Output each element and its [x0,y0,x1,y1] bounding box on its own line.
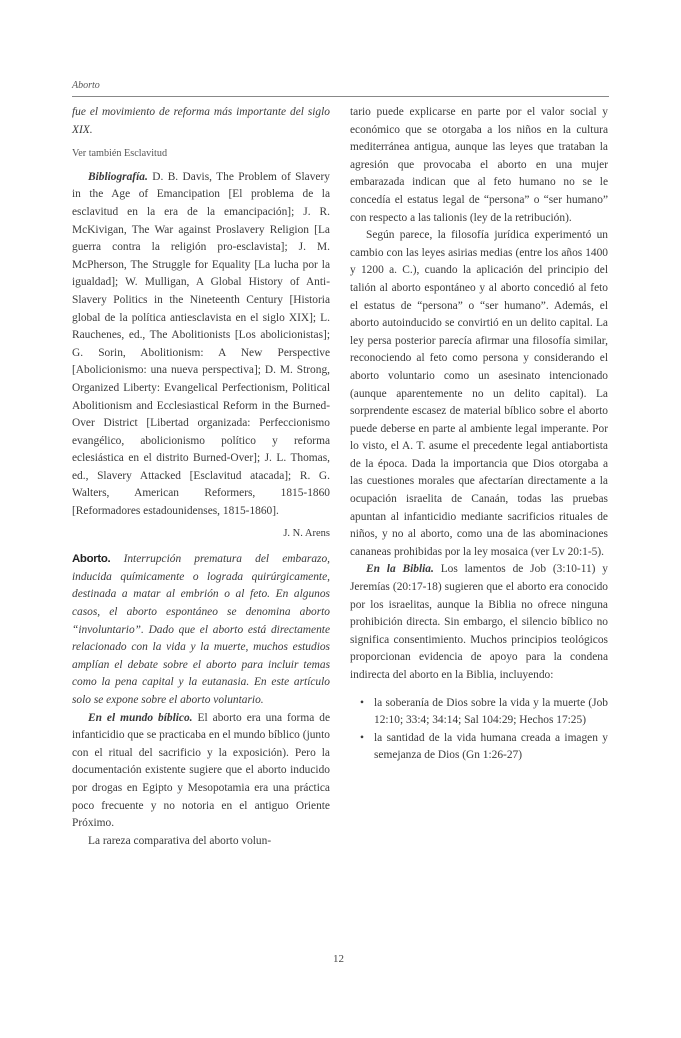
entry-aborto [72,551,330,709]
section-text-in-bible: Los lamentos de Job (3:10-11) y Jeremías (20:17-18) sugieren que el aborto era conocido por los israelitas, aunque la Biblia no ofrece ninguna prohibición directa. Sin embargo, el silencio bíblico no significa consentimiento. Muchos principios teológicos proporcionan evidencia de apoyo para la condena indirecta del aborto en la Biblia, incluyendo: [350,563,608,681]
bibliography [72,169,330,521]
entry-headword: Aborto. [72,553,111,566]
section-in-bible [350,561,608,684]
paragraph-rareza: La rareza comparativa del aborto volun- [88,834,272,847]
running-head: Aborto [72,80,100,91]
section-biblical-world [72,710,330,833]
see-also-reference: Ver también Esclavitud [72,148,168,160]
entry-definition: Interrupción prematura del embarazo, inducida químicamente o lograda quirúrgicamente, destinada a matar al embrión o al feto. En algunos casos, el aborto espontáneo se denomina aborto “involuntario”. Dado que el aborto está directamente relacionado con la vida y la muerte, muchos estudios amplían el debate sobre el aborto para incluir temas como la pena capital y la eutanasia. En este artículo solo se expone sobre el aborto voluntario. [72,553,330,706]
left-column [72,104,330,850]
author-signature: J. N. Arens [283,527,330,539]
right-column [350,104,608,765]
header-rule [72,96,609,97]
list-item: • la soberanía de Dios sobre la vida y la muerte (Job 12:10; 33:4; 34:14; Sal 104:29; Hechos 17:25) [374,695,608,730]
list-item: • la santidad de la vida humana creada a imagen y semejanza de Dios (Gn 1:26-27) [374,730,608,765]
bibliography-label: Bibliografía. [88,170,148,183]
principles-list [350,695,608,765]
bibliography-text: D. B. Davis, The Problem of Slavery in the Age of Emancipation [El problema de la esclavitud en la era de la emancipación]; J. R. McKivigan, The War against Proslavery Religion [La guerra contra la religión pro-esclavista]; J. M. McPherson, The Struggle for Equality [La lucha por la igualdad]; W. Mulligan, A Global History of Anti-Slavery Politics in the Nineteenth Century [Historia global de la política antiesclavista en el siglo XIX]; L. Rauchenes, ed., The Abolitionists [Los abolicionistas]; G. Sorin, Abolitionism: A New Perspective [Abolicionismo: una nueva perspectiva]; D. M. Strong, Organized Liberty: Evangelical Perfectionism, Political Abolitionism and Ecclesiastical Reform in the Burned-Over District [Libertad organizada: Perfeccionismo evangélico, abolicionismo político y reforma eclesiástica en el distrito Burned-Over]; J. L. Thomas, ed., Slavery Attacked [Esclavitud atacada]; R. G. Walters, American Reformers, 1815-1860 [Reformadores estadounidenses, 1815-1860]. [72,170,330,518]
section-heading-in-bible: En la Biblia. [366,563,434,576]
paragraph-legal-philosophy: Según parece, la filosofía jurídica experimentó un cambio con las leyes asirias medias (entre los años 1400 y 1200 a. C.), cuando la aplicación del principio del talión al aborto espontáneo y al aborto concedió al feto el estatus de “persona” o “ser humano”. Además, el aborto autoinducido se convirtió en un delito capital. La ley persa posterior parecía afirmar una filosofía similar, reconociendo al feto como persona y considerando el aborto voluntario como un asesinato intencionado (aunque aparentemente no un delito capital). La sorprendente escasez de material bíblico sobre el aborto puede deberse en parte al ambiente legal imperante. Por lo visto, el A. T. asume el precedente legal antiabortista de la época. Dada la importancia que Dios otorgaba a las cuestiones morales que afectarían directamente a la ocupación israelita de Canaán, todas las pruebas apuntan al infanticidio mediante sacrificios rituales de niños, y no al aborto, como una de las abominaciones cananeas prohibidas por la ley mosaica (ver Lv 20:1-5). [350,229,608,558]
previous-entry-continuation: fue el movimiento de reforma más importante del siglo XIX. [72,106,330,136]
paragraph-continuation: tario puede explicarse en parte por el valor social y económico que se otorgaba a los niños en la cultura mediterránea antigua, aunque las leyes que trataban la agresión que provocaba el aborto en una mujer embarazada indican que al feto humano no se le concedía el estatus legal de “persona” o “ser humano” con respecto a las talionis (ley de la retribución). [350,106,608,224]
section-text-biblical-world: El aborto era una forma de infanticidio que se practicaba en el mundo bíblico (junto con el ritual del sacrificio y la exposición). Pero la documentación existente sugiere que el aborto inducido por drogas en Egipto y Mesopotamia era una práctica poco frecuente y no notoria en el antiguo Oriente Próximo. [72,711,330,830]
section-heading-biblical-world: En el mundo bíblico. [88,711,193,724]
page-number: 12 [333,953,344,965]
